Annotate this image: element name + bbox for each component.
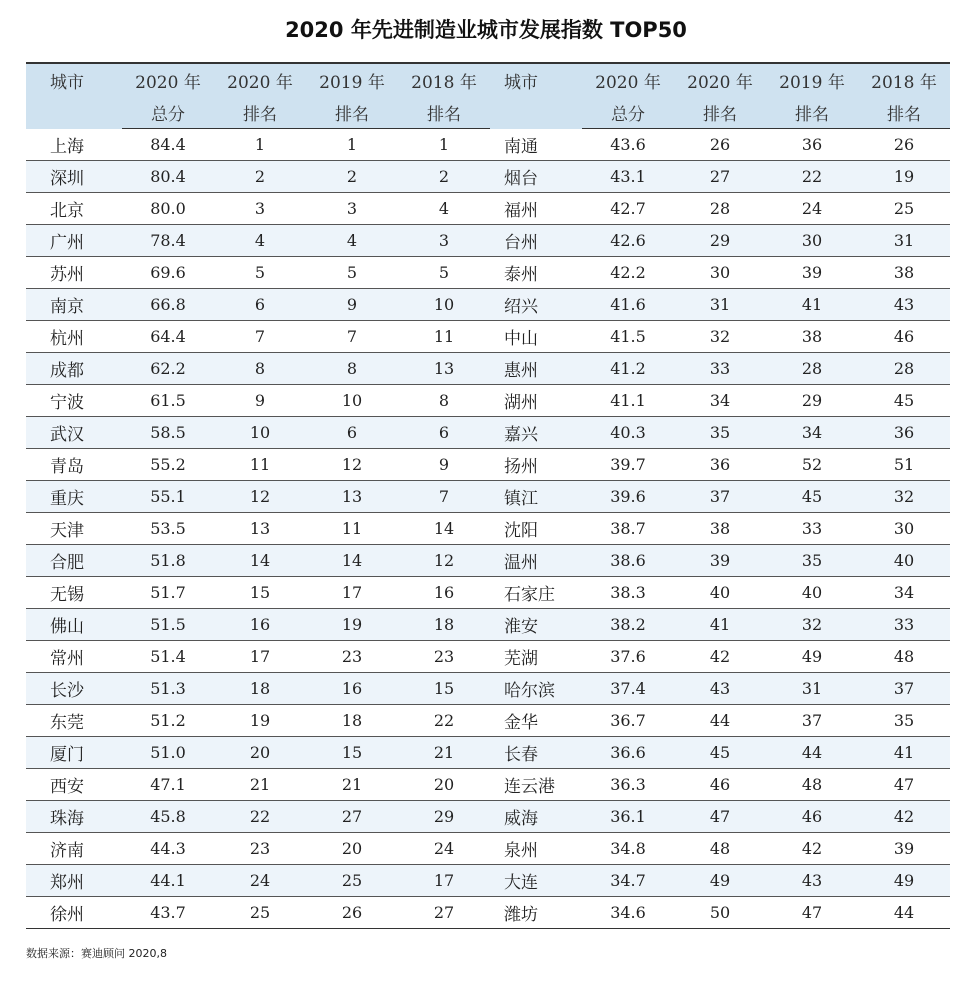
right-rank-2018-cell: 26 bbox=[858, 129, 950, 161]
left-rank-2018-cell: 11 bbox=[398, 321, 490, 353]
header-rank-left-2020: 排名 bbox=[214, 96, 306, 129]
right-rank-2018-cell: 35 bbox=[858, 705, 950, 737]
left-score-2020-cell: 51.5 bbox=[122, 609, 214, 641]
right-rank-2018-cell: 30 bbox=[858, 513, 950, 545]
right-city-cell: 中山 bbox=[490, 321, 582, 353]
right-rank-2020-cell: 39 bbox=[674, 545, 766, 577]
header-score-year-right: 2020 年 bbox=[582, 63, 674, 96]
header-rank2020-year-right: 2020 年 bbox=[674, 63, 766, 96]
right-rank-2019-cell: 45 bbox=[766, 481, 858, 513]
left-rank-2018-cell: 24 bbox=[398, 833, 490, 865]
left-score-2020-cell: 80.4 bbox=[122, 161, 214, 193]
left-city-cell: 苏州 bbox=[26, 257, 122, 289]
right-rank-2018-cell: 25 bbox=[858, 193, 950, 225]
ranking-table bbox=[26, 62, 950, 929]
left-rank-2020-cell: 2 bbox=[214, 161, 306, 193]
right-rank-2019-cell: 44 bbox=[766, 737, 858, 769]
header-rank2018-year-right: 2018 年 bbox=[858, 63, 950, 96]
left-rank-2020-cell: 18 bbox=[214, 673, 306, 705]
left-rank-2018-cell: 14 bbox=[398, 513, 490, 545]
left-rank-2018-cell: 23 bbox=[398, 641, 490, 673]
right-rank-2020-cell: 47 bbox=[674, 801, 766, 833]
left-rank-2018-cell: 13 bbox=[398, 353, 490, 385]
table-row bbox=[26, 833, 950, 865]
right-rank-2018-cell: 33 bbox=[858, 609, 950, 641]
right-city-cell: 南通 bbox=[490, 129, 582, 161]
right-rank-2018-cell: 32 bbox=[858, 481, 950, 513]
table-row bbox=[26, 801, 950, 833]
right-rank-2020-cell: 26 bbox=[674, 129, 766, 161]
right-city-cell: 大连 bbox=[490, 865, 582, 897]
right-rank-2019-cell: 52 bbox=[766, 449, 858, 481]
right-rank-2020-cell: 48 bbox=[674, 833, 766, 865]
table-row bbox=[26, 481, 950, 513]
left-score-2020-cell: 47.1 bbox=[122, 769, 214, 801]
left-rank-2019-cell: 6 bbox=[306, 417, 398, 449]
right-score-2020-cell: 36.1 bbox=[582, 801, 674, 833]
right-rank-2019-cell: 40 bbox=[766, 577, 858, 609]
table-row bbox=[26, 193, 950, 225]
right-city-cell: 泉州 bbox=[490, 833, 582, 865]
right-score-2020-cell: 36.6 bbox=[582, 737, 674, 769]
left-city-cell: 成都 bbox=[26, 353, 122, 385]
left-city-cell: 合肥 bbox=[26, 545, 122, 577]
left-score-2020-cell: 53.5 bbox=[122, 513, 214, 545]
left-rank-2018-cell: 5 bbox=[398, 257, 490, 289]
table-row bbox=[26, 673, 950, 705]
left-city-cell: 西安 bbox=[26, 769, 122, 801]
right-score-2020-cell: 42.6 bbox=[582, 225, 674, 257]
header-city-left: 城市 bbox=[26, 63, 122, 129]
right-score-2020-cell: 41.2 bbox=[582, 353, 674, 385]
left-rank-2018-cell: 27 bbox=[398, 897, 490, 929]
right-rank-2020-cell: 43 bbox=[674, 673, 766, 705]
left-score-2020-cell: 62.2 bbox=[122, 353, 214, 385]
header-city-right: 城市 bbox=[490, 63, 582, 129]
left-city-cell: 杭州 bbox=[26, 321, 122, 353]
header-rank2019-year-left: 2019 年 bbox=[306, 63, 398, 96]
left-rank-2020-cell: 21 bbox=[214, 769, 306, 801]
left-city-cell: 徐州 bbox=[26, 897, 122, 929]
right-rank-2019-cell: 29 bbox=[766, 385, 858, 417]
header-score-left: 总分 bbox=[122, 96, 214, 129]
left-city-cell: 珠海 bbox=[26, 801, 122, 833]
left-city-cell: 郑州 bbox=[26, 865, 122, 897]
left-rank-2020-cell: 23 bbox=[214, 833, 306, 865]
left-rank-2019-cell: 19 bbox=[306, 609, 398, 641]
right-rank-2019-cell: 24 bbox=[766, 193, 858, 225]
table-row bbox=[26, 737, 950, 769]
right-rank-2019-cell: 22 bbox=[766, 161, 858, 193]
left-rank-2020-cell: 7 bbox=[214, 321, 306, 353]
left-rank-2020-cell: 20 bbox=[214, 737, 306, 769]
header-rank-right-2018: 排名 bbox=[858, 96, 950, 129]
table-row bbox=[26, 609, 950, 641]
left-city-cell: 深圳 bbox=[26, 161, 122, 193]
left-score-2020-cell: 78.4 bbox=[122, 225, 214, 257]
header-rank2019-year-right: 2019 年 bbox=[766, 63, 858, 96]
right-rank-2020-cell: 46 bbox=[674, 769, 766, 801]
right-rank-2020-cell: 34 bbox=[674, 385, 766, 417]
left-rank-2020-cell: 5 bbox=[214, 257, 306, 289]
left-rank-2019-cell: 14 bbox=[306, 545, 398, 577]
right-rank-2019-cell: 47 bbox=[766, 897, 858, 929]
right-rank-2018-cell: 44 bbox=[858, 897, 950, 929]
left-score-2020-cell: 80.0 bbox=[122, 193, 214, 225]
table-row bbox=[26, 225, 950, 257]
left-rank-2019-cell: 23 bbox=[306, 641, 398, 673]
left-rank-2019-cell: 1 bbox=[306, 129, 398, 161]
header-rank-right-2020: 排名 bbox=[674, 96, 766, 129]
left-score-2020-cell: 51.7 bbox=[122, 577, 214, 609]
left-rank-2020-cell: 12 bbox=[214, 481, 306, 513]
right-score-2020-cell: 42.7 bbox=[582, 193, 674, 225]
header-rank2020-year-left: 2020 年 bbox=[214, 63, 306, 96]
right-rank-2018-cell: 34 bbox=[858, 577, 950, 609]
left-rank-2018-cell: 16 bbox=[398, 577, 490, 609]
right-rank-2018-cell: 48 bbox=[858, 641, 950, 673]
right-rank-2020-cell: 42 bbox=[674, 641, 766, 673]
left-rank-2020-cell: 22 bbox=[214, 801, 306, 833]
right-rank-2019-cell: 41 bbox=[766, 289, 858, 321]
left-rank-2020-cell: 4 bbox=[214, 225, 306, 257]
left-score-2020-cell: 64.4 bbox=[122, 321, 214, 353]
left-rank-2020-cell: 8 bbox=[214, 353, 306, 385]
left-rank-2018-cell: 7 bbox=[398, 481, 490, 513]
left-city-cell: 广州 bbox=[26, 225, 122, 257]
right-score-2020-cell: 43.6 bbox=[582, 129, 674, 161]
right-rank-2018-cell: 37 bbox=[858, 673, 950, 705]
right-rank-2019-cell: 35 bbox=[766, 545, 858, 577]
right-city-cell: 泰州 bbox=[490, 257, 582, 289]
right-city-cell: 烟台 bbox=[490, 161, 582, 193]
left-city-cell: 南京 bbox=[26, 289, 122, 321]
right-rank-2018-cell: 51 bbox=[858, 449, 950, 481]
table-body bbox=[26, 129, 950, 929]
left-score-2020-cell: 44.1 bbox=[122, 865, 214, 897]
left-city-cell: 天津 bbox=[26, 513, 122, 545]
left-rank-2019-cell: 9 bbox=[306, 289, 398, 321]
left-city-cell: 长沙 bbox=[26, 673, 122, 705]
left-rank-2019-cell: 21 bbox=[306, 769, 398, 801]
left-rank-2019-cell: 18 bbox=[306, 705, 398, 737]
table-row bbox=[26, 577, 950, 609]
left-rank-2018-cell: 2 bbox=[398, 161, 490, 193]
right-rank-2019-cell: 34 bbox=[766, 417, 858, 449]
right-city-cell: 芜湖 bbox=[490, 641, 582, 673]
right-rank-2019-cell: 38 bbox=[766, 321, 858, 353]
right-rank-2020-cell: 27 bbox=[674, 161, 766, 193]
left-rank-2020-cell: 3 bbox=[214, 193, 306, 225]
left-rank-2019-cell: 8 bbox=[306, 353, 398, 385]
left-rank-2018-cell: 29 bbox=[398, 801, 490, 833]
left-city-cell: 无锡 bbox=[26, 577, 122, 609]
right-score-2020-cell: 38.6 bbox=[582, 545, 674, 577]
left-rank-2019-cell: 16 bbox=[306, 673, 398, 705]
right-rank-2020-cell: 50 bbox=[674, 897, 766, 929]
right-rank-2018-cell: 43 bbox=[858, 289, 950, 321]
right-rank-2019-cell: 33 bbox=[766, 513, 858, 545]
left-score-2020-cell: 84.4 bbox=[122, 129, 214, 161]
table-row bbox=[26, 417, 950, 449]
left-rank-2019-cell: 17 bbox=[306, 577, 398, 609]
right-score-2020-cell: 38.2 bbox=[582, 609, 674, 641]
right-city-cell: 惠州 bbox=[490, 353, 582, 385]
table-header bbox=[26, 63, 950, 129]
left-rank-2019-cell: 7 bbox=[306, 321, 398, 353]
right-rank-2018-cell: 39 bbox=[858, 833, 950, 865]
right-city-cell: 沈阳 bbox=[490, 513, 582, 545]
right-score-2020-cell: 41.1 bbox=[582, 385, 674, 417]
left-rank-2018-cell: 4 bbox=[398, 193, 490, 225]
right-rank-2019-cell: 39 bbox=[766, 257, 858, 289]
right-rank-2019-cell: 32 bbox=[766, 609, 858, 641]
right-rank-2019-cell: 46 bbox=[766, 801, 858, 833]
header-rank-right-2019: 排名 bbox=[766, 96, 858, 129]
table-row bbox=[26, 545, 950, 577]
right-rank-2019-cell: 36 bbox=[766, 129, 858, 161]
left-rank-2018-cell: 21 bbox=[398, 737, 490, 769]
left-rank-2020-cell: 13 bbox=[214, 513, 306, 545]
right-rank-2020-cell: 40 bbox=[674, 577, 766, 609]
right-score-2020-cell: 40.3 bbox=[582, 417, 674, 449]
left-city-cell: 宁波 bbox=[26, 385, 122, 417]
right-city-cell: 哈尔滨 bbox=[490, 673, 582, 705]
right-city-cell: 温州 bbox=[490, 545, 582, 577]
left-rank-2020-cell: 15 bbox=[214, 577, 306, 609]
right-city-cell: 金华 bbox=[490, 705, 582, 737]
page-title: 2020 年先进制造业城市发展指数 TOP50 bbox=[285, 18, 687, 42]
left-city-cell: 重庆 bbox=[26, 481, 122, 513]
right-score-2020-cell: 36.7 bbox=[582, 705, 674, 737]
left-rank-2019-cell: 12 bbox=[306, 449, 398, 481]
right-score-2020-cell: 41.5 bbox=[582, 321, 674, 353]
table-row bbox=[26, 257, 950, 289]
right-rank-2018-cell: 47 bbox=[858, 769, 950, 801]
right-score-2020-cell: 37.4 bbox=[582, 673, 674, 705]
left-rank-2019-cell: 11 bbox=[306, 513, 398, 545]
right-city-cell: 潍坊 bbox=[490, 897, 582, 929]
right-rank-2020-cell: 45 bbox=[674, 737, 766, 769]
table-row bbox=[26, 385, 950, 417]
left-city-cell: 上海 bbox=[26, 129, 122, 161]
left-rank-2019-cell: 10 bbox=[306, 385, 398, 417]
left-rank-2019-cell: 25 bbox=[306, 865, 398, 897]
table-row bbox=[26, 641, 950, 673]
right-rank-2018-cell: 46 bbox=[858, 321, 950, 353]
right-score-2020-cell: 38.3 bbox=[582, 577, 674, 609]
left-city-cell: 济南 bbox=[26, 833, 122, 865]
left-rank-2020-cell: 24 bbox=[214, 865, 306, 897]
right-score-2020-cell: 42.2 bbox=[582, 257, 674, 289]
table-row bbox=[26, 705, 950, 737]
right-city-cell: 淮安 bbox=[490, 609, 582, 641]
right-rank-2020-cell: 29 bbox=[674, 225, 766, 257]
left-city-cell: 北京 bbox=[26, 193, 122, 225]
right-rank-2020-cell: 38 bbox=[674, 513, 766, 545]
right-score-2020-cell: 34.6 bbox=[582, 897, 674, 929]
right-rank-2020-cell: 30 bbox=[674, 257, 766, 289]
table-row bbox=[26, 769, 950, 801]
left-city-cell: 武汉 bbox=[26, 417, 122, 449]
header-rank-left-2019: 排名 bbox=[306, 96, 398, 129]
table-row bbox=[26, 897, 950, 929]
right-rank-2019-cell: 43 bbox=[766, 865, 858, 897]
right-rank-2019-cell: 49 bbox=[766, 641, 858, 673]
left-rank-2018-cell: 22 bbox=[398, 705, 490, 737]
left-rank-2018-cell: 12 bbox=[398, 545, 490, 577]
left-rank-2019-cell: 5 bbox=[306, 257, 398, 289]
right-rank-2018-cell: 19 bbox=[858, 161, 950, 193]
right-city-cell: 威海 bbox=[490, 801, 582, 833]
left-rank-2020-cell: 19 bbox=[214, 705, 306, 737]
right-rank-2018-cell: 36 bbox=[858, 417, 950, 449]
right-score-2020-cell: 43.1 bbox=[582, 161, 674, 193]
left-rank-2020-cell: 1 bbox=[214, 129, 306, 161]
right-city-cell: 绍兴 bbox=[490, 289, 582, 321]
left-city-cell: 厦门 bbox=[26, 737, 122, 769]
left-rank-2018-cell: 20 bbox=[398, 769, 490, 801]
right-rank-2018-cell: 40 bbox=[858, 545, 950, 577]
right-city-cell: 连云港 bbox=[490, 769, 582, 801]
left-rank-2018-cell: 6 bbox=[398, 417, 490, 449]
left-score-2020-cell: 58.5 bbox=[122, 417, 214, 449]
left-score-2020-cell: 66.8 bbox=[122, 289, 214, 321]
table-row bbox=[26, 289, 950, 321]
right-city-cell: 扬州 bbox=[490, 449, 582, 481]
left-rank-2019-cell: 3 bbox=[306, 193, 398, 225]
right-rank-2020-cell: 32 bbox=[674, 321, 766, 353]
right-rank-2019-cell: 37 bbox=[766, 705, 858, 737]
right-score-2020-cell: 37.6 bbox=[582, 641, 674, 673]
left-score-2020-cell: 51.8 bbox=[122, 545, 214, 577]
left-score-2020-cell: 51.4 bbox=[122, 641, 214, 673]
left-city-cell: 东莞 bbox=[26, 705, 122, 737]
right-city-cell: 石家庄 bbox=[490, 577, 582, 609]
left-score-2020-cell: 61.5 bbox=[122, 385, 214, 417]
header-score-right: 总分 bbox=[582, 96, 674, 129]
left-rank-2020-cell: 10 bbox=[214, 417, 306, 449]
right-score-2020-cell: 39.6 bbox=[582, 481, 674, 513]
left-city-cell: 佛山 bbox=[26, 609, 122, 641]
left-rank-2019-cell: 20 bbox=[306, 833, 398, 865]
left-rank-2018-cell: 17 bbox=[398, 865, 490, 897]
right-rank-2020-cell: 37 bbox=[674, 481, 766, 513]
right-city-cell: 嘉兴 bbox=[490, 417, 582, 449]
right-score-2020-cell: 38.7 bbox=[582, 513, 674, 545]
left-rank-2019-cell: 27 bbox=[306, 801, 398, 833]
right-score-2020-cell: 36.3 bbox=[582, 769, 674, 801]
table-row bbox=[26, 321, 950, 353]
left-score-2020-cell: 51.0 bbox=[122, 737, 214, 769]
right-rank-2018-cell: 49 bbox=[858, 865, 950, 897]
right-rank-2020-cell: 41 bbox=[674, 609, 766, 641]
right-rank-2020-cell: 44 bbox=[674, 705, 766, 737]
right-city-cell: 镇江 bbox=[490, 481, 582, 513]
left-rank-2018-cell: 18 bbox=[398, 609, 490, 641]
header-rank-left-2018: 排名 bbox=[398, 96, 490, 129]
left-rank-2020-cell: 11 bbox=[214, 449, 306, 481]
left-rank-2020-cell: 25 bbox=[214, 897, 306, 929]
table-row bbox=[26, 449, 950, 481]
left-rank-2019-cell: 15 bbox=[306, 737, 398, 769]
right-rank-2018-cell: 28 bbox=[858, 353, 950, 385]
left-city-cell: 常州 bbox=[26, 641, 122, 673]
left-score-2020-cell: 51.2 bbox=[122, 705, 214, 737]
table-row bbox=[26, 161, 950, 193]
right-score-2020-cell: 34.8 bbox=[582, 833, 674, 865]
right-rank-2020-cell: 49 bbox=[674, 865, 766, 897]
right-city-cell: 福州 bbox=[490, 193, 582, 225]
left-rank-2018-cell: 15 bbox=[398, 673, 490, 705]
right-rank-2019-cell: 48 bbox=[766, 769, 858, 801]
right-city-cell: 长春 bbox=[490, 737, 582, 769]
left-rank-2020-cell: 14 bbox=[214, 545, 306, 577]
left-rank-2020-cell: 16 bbox=[214, 609, 306, 641]
table-row bbox=[26, 513, 950, 545]
left-rank-2019-cell: 26 bbox=[306, 897, 398, 929]
table-row bbox=[26, 353, 950, 385]
header-score-year-left: 2020 年 bbox=[122, 63, 214, 96]
left-score-2020-cell: 51.3 bbox=[122, 673, 214, 705]
left-score-2020-cell: 43.7 bbox=[122, 897, 214, 929]
left-city-cell: 青岛 bbox=[26, 449, 122, 481]
right-rank-2019-cell: 28 bbox=[766, 353, 858, 385]
left-rank-2018-cell: 3 bbox=[398, 225, 490, 257]
left-rank-2018-cell: 9 bbox=[398, 449, 490, 481]
right-city-cell: 湖州 bbox=[490, 385, 582, 417]
right-rank-2018-cell: 45 bbox=[858, 385, 950, 417]
right-rank-2018-cell: 42 bbox=[858, 801, 950, 833]
left-score-2020-cell: 69.6 bbox=[122, 257, 214, 289]
left-score-2020-cell: 45.8 bbox=[122, 801, 214, 833]
left-rank-2020-cell: 17 bbox=[214, 641, 306, 673]
left-rank-2018-cell: 1 bbox=[398, 129, 490, 161]
right-rank-2018-cell: 41 bbox=[858, 737, 950, 769]
left-rank-2018-cell: 10 bbox=[398, 289, 490, 321]
right-score-2020-cell: 41.6 bbox=[582, 289, 674, 321]
right-rank-2019-cell: 30 bbox=[766, 225, 858, 257]
left-rank-2019-cell: 13 bbox=[306, 481, 398, 513]
data-source-note: 数据来源：赛迪顾问 2020,8 bbox=[26, 947, 167, 960]
right-rank-2020-cell: 28 bbox=[674, 193, 766, 225]
left-score-2020-cell: 55.1 bbox=[122, 481, 214, 513]
table-row bbox=[26, 129, 950, 161]
table-row bbox=[26, 865, 950, 897]
right-rank-2020-cell: 33 bbox=[674, 353, 766, 385]
right-rank-2020-cell: 31 bbox=[674, 289, 766, 321]
right-score-2020-cell: 34.7 bbox=[582, 865, 674, 897]
left-score-2020-cell: 44.3 bbox=[122, 833, 214, 865]
right-rank-2018-cell: 31 bbox=[858, 225, 950, 257]
right-city-cell: 台州 bbox=[490, 225, 582, 257]
left-rank-2020-cell: 9 bbox=[214, 385, 306, 417]
left-score-2020-cell: 55.2 bbox=[122, 449, 214, 481]
left-rank-2019-cell: 4 bbox=[306, 225, 398, 257]
left-rank-2018-cell: 8 bbox=[398, 385, 490, 417]
right-rank-2019-cell: 31 bbox=[766, 673, 858, 705]
right-rank-2020-cell: 35 bbox=[674, 417, 766, 449]
right-score-2020-cell: 39.7 bbox=[582, 449, 674, 481]
left-rank-2019-cell: 2 bbox=[306, 161, 398, 193]
right-rank-2020-cell: 36 bbox=[674, 449, 766, 481]
header-rank2018-year-left: 2018 年 bbox=[398, 63, 490, 96]
right-rank-2019-cell: 42 bbox=[766, 833, 858, 865]
left-rank-2020-cell: 6 bbox=[214, 289, 306, 321]
right-rank-2018-cell: 38 bbox=[858, 257, 950, 289]
